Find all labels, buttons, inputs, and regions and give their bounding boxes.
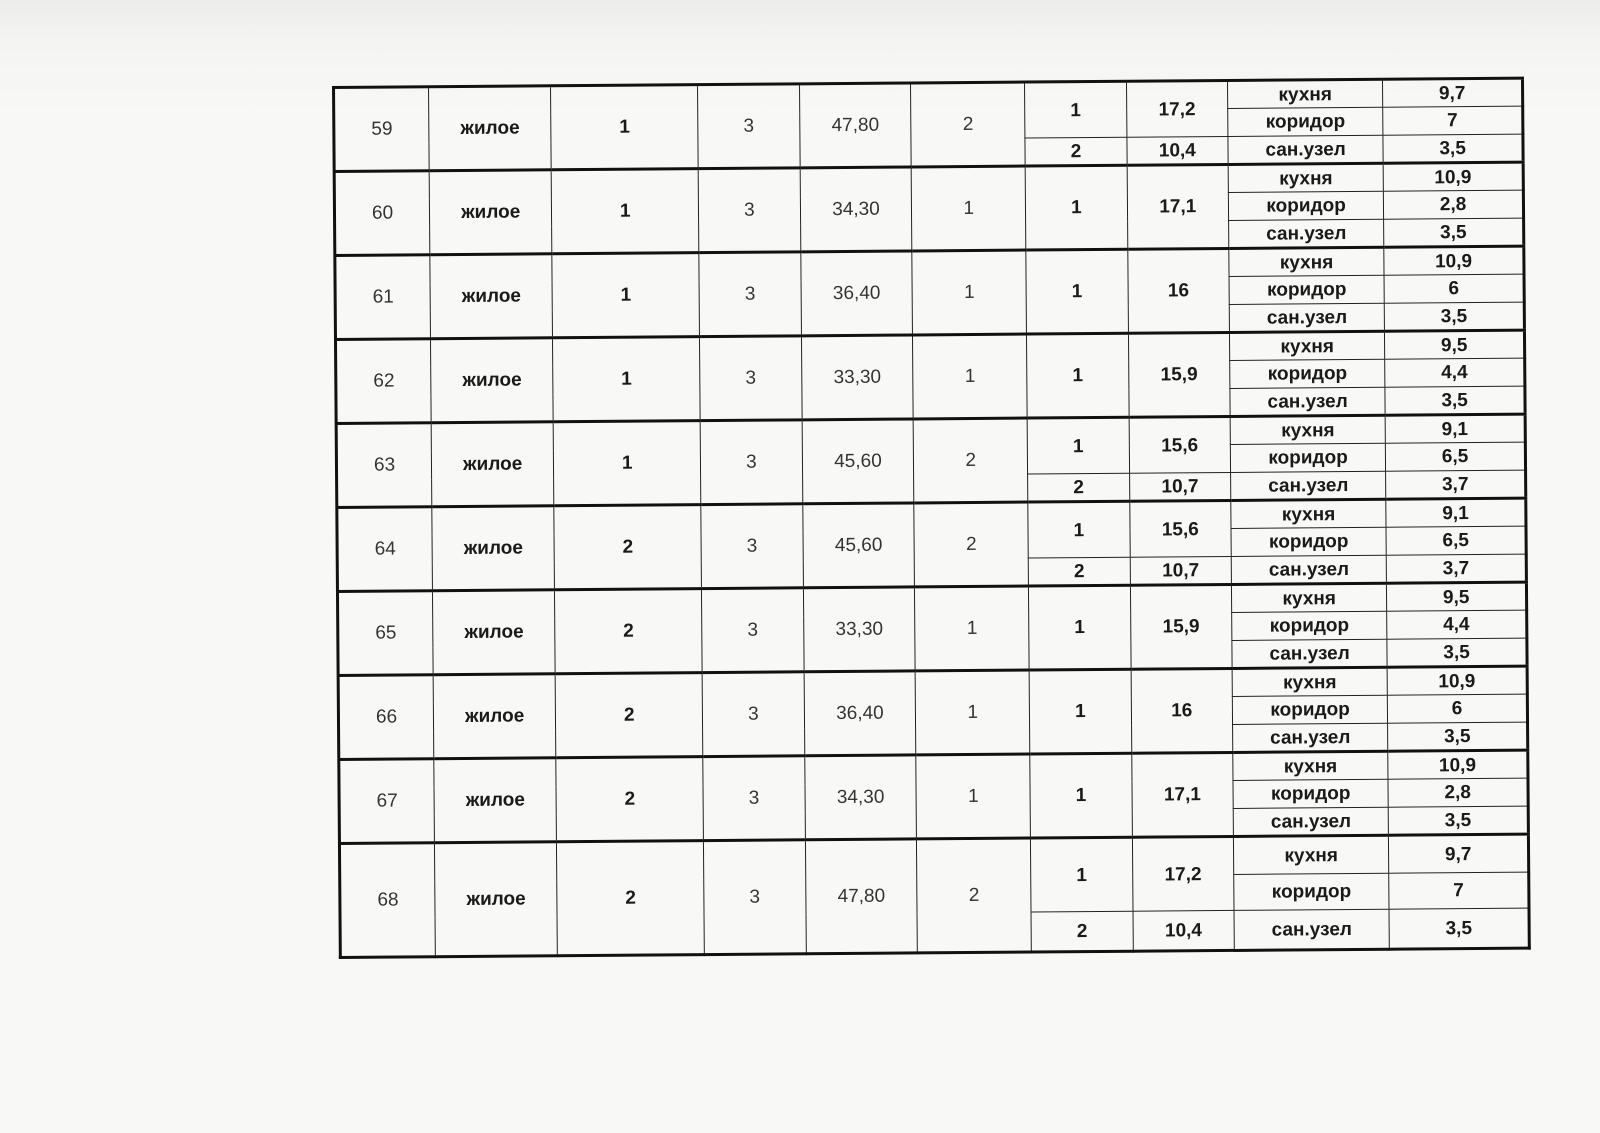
room-number-cell: 1 bbox=[1025, 165, 1127, 250]
rooms-count-cell: 1 bbox=[915, 670, 1029, 755]
aux-room-area-cell: 9,7 bbox=[1389, 834, 1529, 873]
premises-type-cell: жилое bbox=[431, 422, 554, 507]
rooms-count-cell: 2 bbox=[917, 838, 1032, 953]
floor-cell: 2 bbox=[556, 757, 704, 842]
rooms-count-cell: 1 bbox=[912, 250, 1026, 335]
total-area-cell: 36,40 bbox=[800, 251, 912, 336]
aux-room-area-cell: 9,5 bbox=[1387, 582, 1527, 611]
aux-room-area-cell: 4,4 bbox=[1387, 610, 1527, 639]
room-area-cell: 17,2 bbox=[1126, 80, 1228, 137]
aux-room-name-cell: кухня bbox=[1229, 331, 1384, 360]
aux-room-area-cell: 9,1 bbox=[1385, 414, 1525, 443]
room-area-cell: 17,2 bbox=[1132, 836, 1234, 911]
floor-cell: 1 bbox=[551, 169, 699, 254]
aux-room-name-cell: коридор bbox=[1228, 107, 1383, 136]
rooms-count-cell: 1 bbox=[913, 334, 1027, 419]
room-number-cell: 2 bbox=[1028, 473, 1130, 502]
room-area-cell: 10,7 bbox=[1129, 472, 1231, 501]
apartments-table bbox=[332, 77, 1531, 959]
section-cell: 3 bbox=[698, 168, 800, 253]
section-cell: 3 bbox=[702, 588, 804, 673]
floor-cell: 1 bbox=[551, 85, 699, 170]
total-area-cell: 47,80 bbox=[799, 83, 911, 168]
room-number-cell: 2 bbox=[1031, 911, 1133, 952]
floor-cell: 2 bbox=[555, 673, 703, 758]
aux-room-area-cell: 3,7 bbox=[1386, 470, 1526, 499]
aux-room-name-cell: коридор bbox=[1228, 191, 1383, 220]
room-area-cell: 15,6 bbox=[1129, 500, 1231, 557]
room-number-cell: 1 bbox=[1027, 417, 1129, 474]
total-area-cell: 47,80 bbox=[805, 839, 918, 954]
premises-type-cell: жилое bbox=[429, 170, 552, 255]
aux-room-name-cell: сан.узел bbox=[1231, 555, 1386, 584]
apartment-number-cell: 60 bbox=[334, 171, 430, 256]
aux-room-area-cell: 3,5 bbox=[1385, 386, 1525, 415]
room-number-cell: 2 bbox=[1025, 137, 1127, 166]
section-cell: 3 bbox=[704, 840, 806, 955]
total-area-cell: 33,30 bbox=[803, 587, 915, 672]
total-area-cell: 34,30 bbox=[804, 755, 916, 840]
aux-room-area-cell: 9,7 bbox=[1383, 78, 1523, 107]
rooms-count-cell: 2 bbox=[914, 502, 1028, 587]
aux-room-area-cell: 2,8 bbox=[1384, 190, 1524, 219]
aux-room-area-cell: 6,5 bbox=[1386, 526, 1526, 555]
aux-room-name-cell: сан.узел bbox=[1231, 471, 1386, 500]
aux-room-area-cell: 10,9 bbox=[1387, 666, 1527, 695]
room-area-cell: 17,1 bbox=[1131, 752, 1233, 837]
premises-type-cell: жилое bbox=[429, 86, 552, 171]
section-cell: 3 bbox=[701, 504, 803, 589]
total-area-cell: 45,60 bbox=[802, 419, 914, 504]
aux-room-area-cell: 10,9 bbox=[1388, 750, 1528, 779]
aux-room-name-cell: кухня bbox=[1231, 583, 1386, 612]
aux-room-area-cell: 9,1 bbox=[1386, 498, 1526, 527]
aux-room-name-cell: кухня bbox=[1229, 247, 1384, 276]
room-area-cell: 10,7 bbox=[1130, 556, 1232, 585]
aux-room-name-cell: сан.узел bbox=[1234, 909, 1390, 950]
aux-room-name-cell: кухня bbox=[1230, 415, 1385, 444]
aux-room-area-cell: 3,5 bbox=[1389, 908, 1529, 949]
apartment-number-cell: 59 bbox=[334, 87, 430, 172]
total-area-cell: 33,30 bbox=[801, 335, 913, 420]
aux-room-name-cell: сан.узел bbox=[1233, 723, 1388, 752]
aux-room-name-cell: сан.узел bbox=[1232, 639, 1387, 668]
premises-type-cell: жилое bbox=[432, 506, 555, 591]
premises-type-cell: жилое bbox=[434, 758, 557, 843]
apartment-number-cell: 65 bbox=[337, 591, 433, 676]
apartment-number-cell: 63 bbox=[336, 423, 432, 508]
section-cell: 3 bbox=[700, 336, 802, 421]
apartment-number-cell: 66 bbox=[338, 675, 434, 760]
floor-cell: 1 bbox=[552, 253, 700, 338]
apartment-number-cell: 62 bbox=[335, 339, 431, 424]
aux-room-name-cell: сан.узел bbox=[1230, 387, 1385, 416]
total-area-cell: 34,30 bbox=[800, 167, 912, 252]
premises-type-cell: жилое bbox=[435, 842, 558, 957]
rooms-count-cell: 1 bbox=[915, 586, 1029, 671]
rooms-count-cell: 1 bbox=[912, 166, 1026, 251]
aux-room-area-cell: 9,5 bbox=[1385, 330, 1525, 359]
room-number-cell: 1 bbox=[1029, 669, 1131, 754]
aux-room-area-cell: 2,8 bbox=[1388, 778, 1528, 807]
rooms-count-cell: 2 bbox=[911, 82, 1025, 167]
aux-room-area-cell: 4,4 bbox=[1385, 358, 1525, 387]
floor-cell: 1 bbox=[553, 337, 701, 422]
room-number-cell: 1 bbox=[1025, 81, 1127, 138]
rooms-count-cell: 2 bbox=[914, 418, 1028, 503]
aux-room-area-cell: 7 bbox=[1383, 106, 1523, 135]
room-number-cell: 1 bbox=[1027, 333, 1129, 418]
aux-room-name-cell: сан.узел bbox=[1228, 135, 1383, 164]
aux-room-name-cell: коридор bbox=[1229, 275, 1384, 304]
aux-room-name-cell: сан.узел bbox=[1229, 219, 1384, 248]
apartment-number-cell: 64 bbox=[337, 507, 433, 592]
aux-room-area-cell: 7 bbox=[1389, 872, 1529, 909]
premises-type-cell: жилое bbox=[433, 590, 556, 675]
aux-room-name-cell: кухня bbox=[1227, 79, 1382, 108]
aux-room-area-cell: 3,5 bbox=[1387, 638, 1527, 667]
room-number-cell: 1 bbox=[1028, 501, 1130, 558]
section-cell: 3 bbox=[700, 420, 802, 505]
room-area-cell: 17,1 bbox=[1127, 164, 1229, 249]
aux-room-name-cell: сан.узел bbox=[1233, 807, 1388, 836]
aux-room-name-cell: коридор bbox=[1231, 527, 1386, 556]
total-area-cell: 45,60 bbox=[802, 503, 914, 588]
aux-room-area-cell: 10,9 bbox=[1384, 246, 1524, 275]
section-cell: 3 bbox=[698, 84, 800, 169]
apartments-table-body bbox=[334, 78, 1530, 957]
premises-type-cell: жилое bbox=[431, 338, 554, 423]
premises-type-cell: жилое bbox=[430, 254, 553, 339]
room-number-cell: 2 bbox=[1028, 557, 1130, 586]
aux-room-area-cell: 3,5 bbox=[1383, 134, 1523, 163]
floor-cell: 2 bbox=[557, 841, 705, 956]
room-area-cell: 15,9 bbox=[1130, 584, 1232, 669]
total-area-cell: 36,40 bbox=[804, 671, 916, 756]
floor-cell: 2 bbox=[554, 505, 702, 590]
section-cell: 3 bbox=[699, 252, 801, 337]
room-number-cell: 1 bbox=[1030, 753, 1132, 838]
aux-room-area-cell: 3,7 bbox=[1386, 554, 1526, 583]
aux-room-area-cell: 6,5 bbox=[1386, 442, 1526, 471]
aux-room-area-cell: 3,5 bbox=[1384, 302, 1524, 331]
aux-room-name-cell: кухня bbox=[1228, 163, 1383, 192]
aux-room-name-cell: коридор bbox=[1232, 695, 1387, 724]
section-cell: 3 bbox=[703, 756, 805, 841]
aux-room-name-cell: коридор bbox=[1230, 443, 1385, 472]
floor-cell: 2 bbox=[555, 589, 703, 674]
room-area-cell: 16 bbox=[1127, 248, 1229, 333]
aux-room-name-cell: коридор bbox=[1233, 779, 1388, 808]
aux-room-name-cell: сан.узел bbox=[1229, 303, 1384, 332]
aux-room-name-cell: кухня bbox=[1233, 751, 1388, 780]
room-number-cell: 1 bbox=[1029, 585, 1131, 670]
section-cell: 3 bbox=[702, 672, 804, 757]
aux-room-area-cell: 3,5 bbox=[1384, 218, 1524, 247]
aux-room-area-cell: 6 bbox=[1388, 694, 1528, 723]
room-area-cell: 10,4 bbox=[1127, 136, 1229, 165]
aux-room-name-cell: кухня bbox=[1231, 499, 1386, 528]
aux-room-name-cell: коридор bbox=[1230, 359, 1385, 388]
aux-room-name-cell: кухня bbox=[1232, 667, 1387, 696]
aux-room-name-cell: коридор bbox=[1232, 611, 1387, 640]
aux-room-area-cell: 3,5 bbox=[1388, 806, 1528, 835]
aux-room-name-cell: коридор bbox=[1234, 873, 1389, 910]
premises-type-cell: жилое bbox=[433, 674, 556, 759]
apartment-number-cell: 61 bbox=[335, 255, 431, 340]
aux-room-area-cell: 10,9 bbox=[1383, 162, 1523, 191]
rooms-count-cell: 1 bbox=[916, 754, 1030, 839]
floor-cell: 1 bbox=[553, 421, 701, 506]
room-area-cell: 15,6 bbox=[1129, 416, 1231, 473]
room-area-cell: 16 bbox=[1131, 668, 1233, 753]
room-number-cell: 1 bbox=[1031, 837, 1133, 912]
apartment-number-cell: 67 bbox=[339, 759, 435, 844]
aux-room-area-cell: 3,5 bbox=[1388, 722, 1528, 751]
apartment-number-cell: 68 bbox=[339, 843, 435, 958]
aux-room-name-cell: кухня bbox=[1233, 835, 1389, 874]
room-number-cell: 1 bbox=[1026, 249, 1128, 334]
aux-room-area-cell: 6 bbox=[1384, 274, 1524, 303]
room-area-cell: 15,9 bbox=[1128, 332, 1230, 417]
room-area-cell: 10,4 bbox=[1133, 910, 1235, 951]
